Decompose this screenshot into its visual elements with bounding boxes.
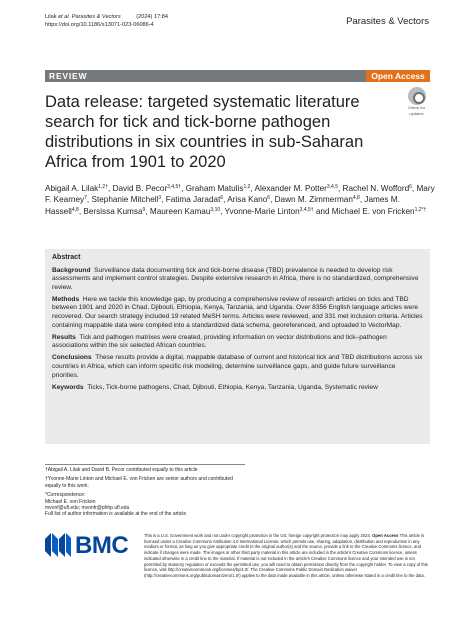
author-list: Abigail A. Lilak$^{1,2\dagger}$, David B. Pecor$^{3,4,5\dagger}$, Graham Matulis$^{1,2}$, Alexander M. Potter$^{3,4,5}$, Rachel N. Wofford$^6$, Mary F. Kearney$^7$, Stephanie Mitchell$^3$, Fatima Jaradat$^6$, Arisa Kano$^6$, Dawn M. Zimmerman$^{4,8}$, James M. Hassell$^{4,8}$, Bersissa Kumsa$^9$, Maureen Kamau$^{3,10}$, Yvonne-Marie Linton$^{3,4,5\dagger}$ and Michael E. von Fricken$^{1,2*\dagger}$ <box>45 184 435 216</box>
check-updates-line2: updates <box>409 110 424 116</box>
check-updates-line1: Check for <box>407 105 426 110</box>
article-type-label: REVIEW <box>49 71 88 81</box>
author-affiliation: 6 <box>409 184 412 190</box>
bmc-logo-text: BMC <box>75 532 129 559</box>
citation-line <box>45 13 168 21</box>
correspondence-block <box>45 492 245 518</box>
citation-etal: et al. <box>56 14 72 20</box>
footnote-equal-contribution: †Abigail A. Lilak and David B. Pecor contributed equally to this article <box>45 467 198 473</box>
abstract-conclusions <box>52 354 423 380</box>
methods-text: Here we tackle this knowledge gap, by producing a comprehensive review of research articles on ticks and TBD between 1901 and 2020 in Chad, Djibouti, Ethiopia, Kenya, Tanzania, and Uganda. Over 8356 English language articles were recovered. Our search strategy included 19 related MeSH terms. Articles were reviewed, and 331 met inclusion criteria. Articles containing mappable data were compiled into a standardized data schema, georeferenced, and uploaded to VectorMap. <box>52 295 423 329</box>
author-info-note: Full list of author information is available at the end of the article <box>45 511 187 518</box>
results-text: Tick and pathogen matrixes were created, providing information on vector distributions and tick–pathogen associations within the six selected African countries. <box>52 333 387 350</box>
author-affiliation: 6 <box>267 195 271 202</box>
author-affiliation: 1,2† <box>98 184 108 190</box>
abstract-heading: Abstract <box>52 254 81 261</box>
license-body: This article is licensed under a Creative Commons Attribution 4.0 International License, which permits use, sharing, adaptation, distribution and reproduction in any medium or format, as long as you give appropriate credit to the original author(s) and the source, provide a link to the Creative Commons licence, and indicate if changes were made. The images or other third party material in this article are included in the article's Creative Commons licence, unless indicated otherwise in a credit line to the material. If material is not included in the article's Creative Commons licence and your intended use is not permitted by statutory regulation or exceeds the permitted use, you will need to obtain permission directly from the copyright holder. To view a copy of this licence, visit http://creativecommons.org/licenses/by/4.0/. The Creative Commons Public Domain Dedication waiver (http://creativecommons.org/publicdomain/zero/1.0/) applies to the data made available in this article, unless otherwise stated in a credit line to the data. <box>144 533 428 578</box>
abstract-box <box>45 249 430 444</box>
author-name: Fatima Jaradat <box>165 195 221 205</box>
author-name: David B. Pecor <box>112 184 168 193</box>
author-name: Arisa Kano <box>227 195 268 205</box>
abstract-methods <box>52 296 423 330</box>
author-name: Graham Matulis <box>185 184 244 193</box>
license-open-access-label: Open Access <box>372 533 399 538</box>
license-text <box>144 533 432 579</box>
citation-prefix: Lilak <box>45 14 57 20</box>
abstract-keywords <box>52 384 423 393</box>
article-type-bar <box>45 70 430 82</box>
check-for-updates[interactable] <box>404 87 429 116</box>
author-name: Stephanie Mitchell <box>91 195 159 205</box>
article-title: Data release: targeted systematic literature search for tick and tick-borne pathogen distributions in six countries in sub-Saharan Africa from 1901 to 2020 <box>45 93 364 171</box>
keywords-text: Ticks, Tick-borne pathogens, Chad, Djibouti, Ethiopia, Kenya, Tanzania, Uganda, Systematic review <box>87 383 378 391</box>
correspondence-name: Michael E. von Fricken <box>45 498 96 505</box>
bmc-logo <box>45 531 135 561</box>
citation-volume: (2024) 17:84 <box>120 14 168 20</box>
check-updates-icon <box>408 87 426 105</box>
author-name: Abigail A. Lilak <box>45 184 99 193</box>
keywords-label: Keywords <box>52 383 84 391</box>
author-affiliation: 4,8 <box>352 195 360 202</box>
author-affiliation: 7 <box>84 195 87 202</box>
license-copyright: This is a U.S. Government work and not under copyright protection in the US; foreign copyright protection may apply 2024. <box>144 533 371 538</box>
footnote-senior-authors: †Yvonne-Marie Linton and Michael E. von Fricken are senior authors and contributed equally to this work. <box>45 476 233 489</box>
abstract-results <box>52 334 423 351</box>
correspondence-label: *Correspondence: <box>45 492 86 499</box>
citation-journal: Parasites & Vectors <box>71 14 121 20</box>
author-name: Rachel N. Wofford <box>342 184 410 193</box>
author-name: Alexander M. Potter <box>254 184 327 193</box>
open-access-badge: Open Access <box>366 70 430 82</box>
author-affiliation: 4,8 <box>71 206 79 213</box>
doi-link[interactable]: https://doi.org/10.1186/s13071-023-06086-4 <box>45 22 154 28</box>
author-affiliation: 6 <box>220 195 224 202</box>
author-name: Michael E. von Fricken <box>331 206 415 216</box>
author-affiliation: 3 <box>158 195 162 202</box>
author-name: Bersissa Kumsa <box>83 206 143 216</box>
correspondence-email[interactable]: mvonf@ufl.edu; mvonfr@phhp.ufl.edu <box>45 505 130 512</box>
citation-header <box>45 13 168 29</box>
author-affiliation: 1,2*† <box>414 206 427 213</box>
author-affiliation: 1,2 <box>243 184 251 190</box>
author-affiliation: 3,10 <box>210 206 221 213</box>
author-affiliation: 3,4,5† <box>167 184 182 190</box>
conclusions-label: Conclusions <box>52 354 92 362</box>
author-name: Maureen Kamau <box>149 206 211 216</box>
author-affiliation: 3,4,5† <box>299 206 314 213</box>
author-affiliation: 3,4,5 <box>326 184 338 190</box>
author-name: Mary F. Kearney <box>45 184 435 205</box>
methods-label: Methods <box>52 295 80 303</box>
background-label: Background <box>52 266 91 274</box>
author-name: James M. Hassell <box>45 195 400 216</box>
author-name: Yvonne-Marie Linton <box>224 206 300 216</box>
journal-name: Parasites & Vectors <box>346 16 429 27</box>
footnotes <box>45 464 245 518</box>
abstract-background <box>52 267 423 293</box>
bmc-logo-mark-icon <box>45 531 71 559</box>
author-name: Dawn M. Zimmerman <box>274 195 353 205</box>
author-affiliation: 9 <box>142 206 146 213</box>
conclusions-text: These results provide a digital, mappable database of current and historical tick and TBD distributions across six countries in Africa, which can inform specific risk modeling, determine surveillance gaps, and guide future surveillance priorities. <box>52 354 423 379</box>
results-label: Results <box>52 333 76 341</box>
background-text: Surveillance data documenting tick and tick-borne disease (TBD) prevalence is needed to develop risk assessments and implement control strategies. Despite extensive research in Africa, there is no standardized, comprehensive review. <box>52 266 419 291</box>
footnote-rule <box>45 464 245 465</box>
